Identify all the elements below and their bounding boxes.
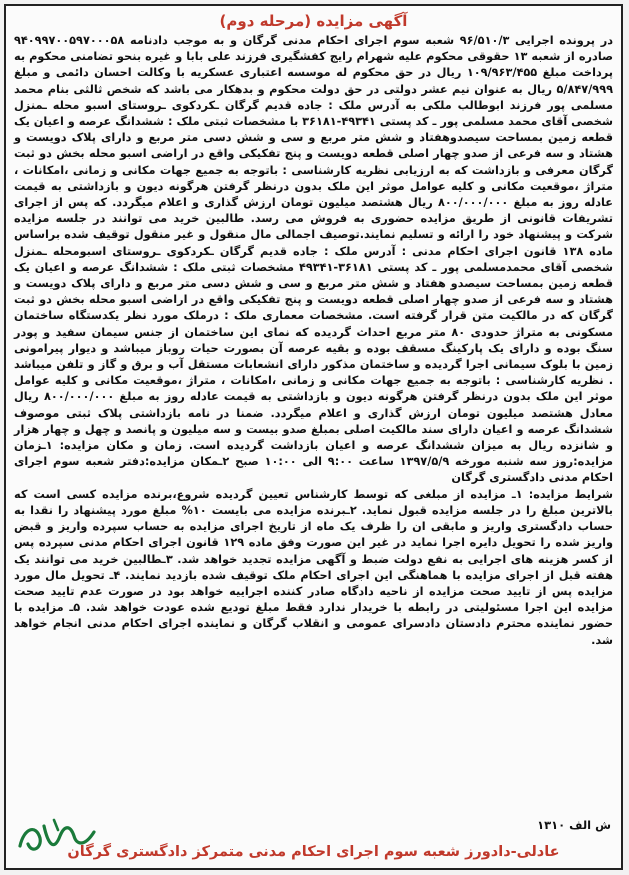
notice-paragraph-conditions: شرایط مزایده: ۱ـ مزایده از مبلغی که توسط کارشناس تعیین گردیده شروع،برنده مزایده کسی است که بالاترین مبلغ را در جلسه مزایده قبول نماید. ۲ـبرنده مزایده می بایست ۱۰% مبلغ مورد پیشنهاد را نقدا به حساب دادگستری واریز و مابقی ان را ظرف یک ماه از تاریخ اجرای مزایده به حساب سپرده واریز و قبض واریز شده را تحویل دایره اجرا نماید در غیر این صورت وفق ماده ۱۲۹ قانون اجرای احکام مدنی سپرده پس از کسر هزینه های اجرایی به نفع دولت ضبط و آگهی مزایده تجدید خواهد شد. ۳ـطالبین خرید می توانند یک هفته قبل از اجرای مزایده با هماهنگی این اجرای احکام ملک توقیف شده بازدید نمایند. ۴ـ تحویل مال مورد مزایده پس از تایید صحت مزایده از ناحیه دادگاه صادر کننده اجراییه خواهد بود در صورت عدم تایید صحت مزایده این اجرا مسئولیتی در رابطه با خریدار ندارد فقط مبلغ تودیع شده عودت خواهد شد. ۵ـ مزایده با حضور نماینده محترم دادستان دادسرای عمومی و انقلاب گرگان و نماینده اجرای احکام مدنی انجام خواهد شد. bbox=[14, 487, 614, 647]
notice-page bbox=[4, 4, 623, 870]
notice-body bbox=[6, 33, 621, 649]
notice-paragraph-main: در پرونده اجرایی ۹۶/۵۱۰/۳ شعبه سوم اجرای احکام مدنی گرگان و به موجب دادنامه ۹۴۰۹۹۷۰۰۵۹۷۰۰۰۵۸ صادره از شعبه ۱۳ حقوقی محکوم علیه شهرام رایج کفشگیری فرزند علی بابا و غیره بنحو تضامنی محکوم به پرداخت مبلغ ۱۰۹/۹۶۳/۴۵۵ ریال در حق محکوم له موسسه اعتباری عسکریه با وکالت احسان دائمی و مبلغ ۵/۸۴۷/۹۹۹ ریال به عنوان نیم عشر دولتی در حق دولت محکوم و بدهکار می باشد که شخص ثالثی بنام محمد مسلمی پور فرزند ابوطالب ملکی به آدرس ملک : جاده قدیم گرگان ـکردکوی ـروستای اسبو محله ـمنزل شخصی آقای محمد مسلمی پور ـ کد پستی ۴۹۳۴۱-۳۶۱۸۱ با مشخصات ثبتی ملک : ششدانگ عرصه و اعیان یک قطعه زمین بمساحت سیصدوهفتاد و شش متر مربع و سی و شش دسی متر مربع و دارای پلاک دویست و هشتاد و سه فرعی از صدو چهار اصلی قطعه دویست و پنج تفکیکی واقع در اراضی اسبو محله بخش دو ثبت گرگان معرفی و بازداشت که به ارزیابی نظریه کارشناسی : باتوجه به جمیع جهات مکانی و زمانی ،امکانات ، متراژ ،موقعیت مکانی و کلیه عوامل موثر این ملک بدون درنظر گرفتن هرگونه دیون و بازداشتی به قیمت عادله روز به مبلغ ۸۰۰/۰۰۰/۰۰۰ ریال هشتصد میلیون تومان ارزش گذاری و اعلام میگردد. که پس از اجرای تشریفات قانونی از طریق مزایده حضوری به فروش می رسد. طالبین خرید می توانند در جلسه مزایده شرکت و پیشنهاد خود را ارائه و تسلیم نمایند.توصیف اجمالی مال منقول و غیر منقول توقیف شده براساس ماده ۱۳۸ قانون اجرای احکام مدنی : آدرس ملک : جاده قدیم گرگان ـکردکوی ـروستای اسبومحله ـمنزل شخصی آقای محمدمسلمی پور ـ کد پستی ۳۶۱۸۱-۴۹۳۴۱ مشخصات ثبتی ملک : ششدانگ عرصه و اعیان یک قطعه زمین بمساحت سیصدو هفتاد و شش متر مربع و سی و شش دسی متر مربع و دارای پلاک دویست و هشتاد و سه فرعی از صدو چهار اصلی قطعه دویست و پنج تفکیکی واقع در اراضی اسبو محله بخش دو ثبت گرگان که در مالکیت متن قرار گرفته است. مشخصات معماری ملک : درملک مورد نظر یکدستگاه ساختمان مسکونی به متراژ حدودی ۸۰ متر مربع احداث گردیده که نمای این ساختمان از جنس سیمان سفید و پودر سنگ بوده و دارای یک پارکینگ مسقف بوده و بقیه عرصه آن بصورت حیات روباز میباشد و دیوار پیرامونی زمین با بلوک سیمانی اجرا گردیده و ساختمان مذکور دارای انشعابات مستقل آب و برق و گاز و تلفن میباشد . نظریه کارشناسی : باتوجه به جمیع جهات مکانی و زمانی ،امکانات ، متراژ ،موقعیت مکانی و کلیه عوامل موثر این ملک بدون درنظر گرفتن هرگونه دیون و بازداشتی به قیمت عادله روز به مبلغ ۸۰۰/۰۰۰/۰۰۰ ریال معادل هشتصد میلیون تومان ارزش گذاری و اعلام میگردد. ضمنا در نامه بازداشتی پلاک ثبتی موصوف ششدانگ عرصه و اعیان دارای سند مالکیت اصلی بمبلغ صدو بیست و سه میلیون و پانصد و چهل و چهار هزار و شانزده ریال به میزان ششدانگ عرصه و اعیان بازداشت گردیده است. زمان و مکان مزایده: ۱ـزمان مزایده:روز سه شنبه مورخه ۱۳۹۷/۵/۹ ساعت ۹:۰۰ الی ۱۰:۰۰ صبح ۲ـمکان مزایده:دفتر شعبه سوم اجرای احکام مدنی دادگستری گرگان bbox=[14, 34, 614, 485]
notice-title: آگهی مزایده (مرحله دوم) bbox=[219, 12, 408, 30]
signature-line: عادلی-دادورز شعبه سوم اجرای احکام مدنی متمرکز دادگستری گرگان bbox=[67, 844, 560, 860]
notice-code: ش الف ۱۳۱۰ bbox=[537, 818, 611, 832]
handwritten-signature bbox=[14, 814, 100, 860]
